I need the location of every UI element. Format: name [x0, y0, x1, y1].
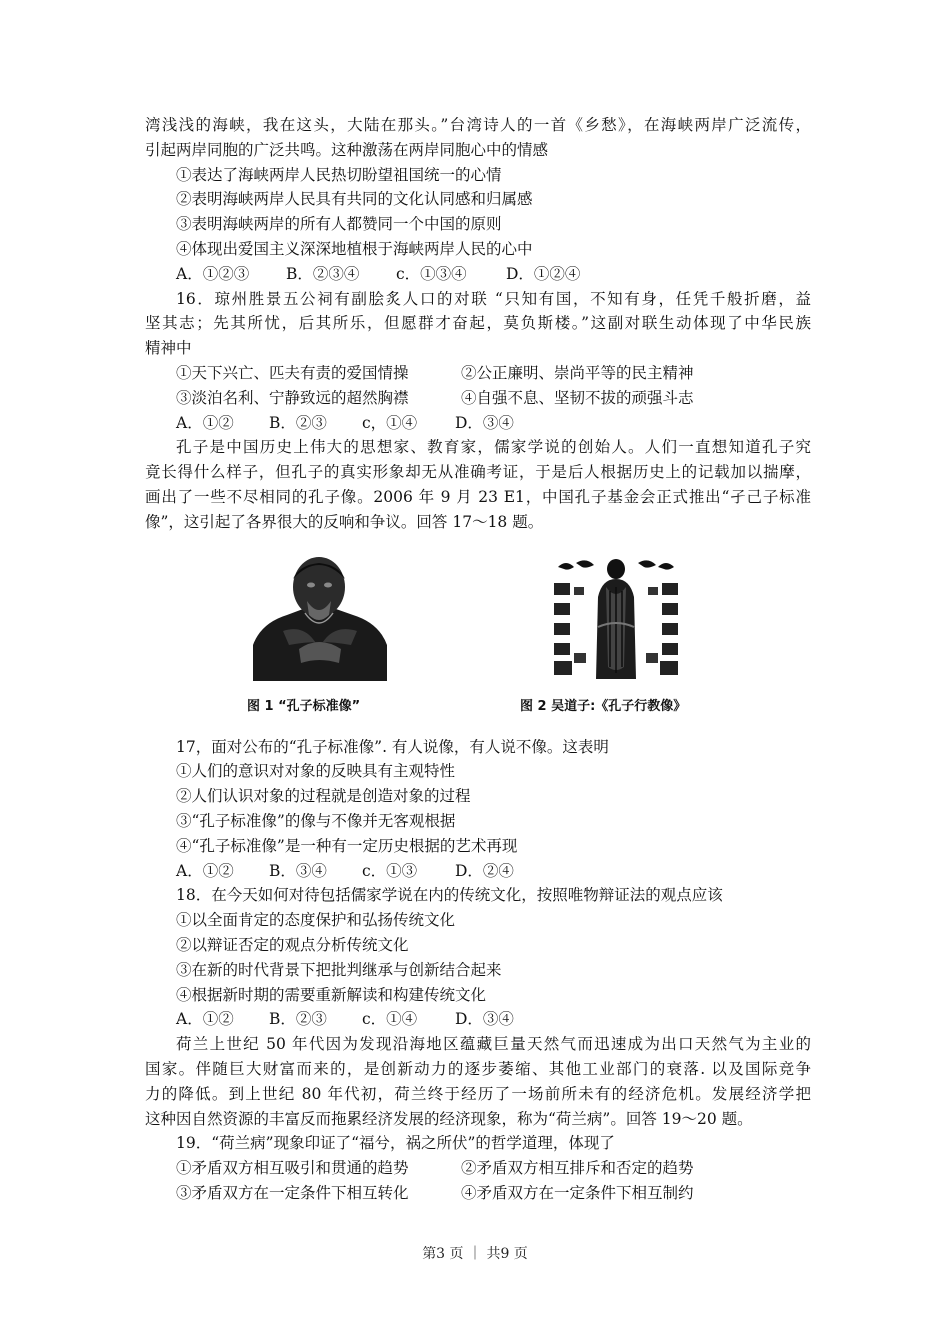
q17-options [145, 859, 811, 884]
q17-option-c: c．①③ [362, 861, 418, 880]
q15-stem-line: 引起两岸同胞的广泛共鸣。这种激荡在两岸同胞心中的情感 [145, 140, 549, 159]
q18-option-c: c．①④ [362, 1010, 418, 1029]
q18-stem: 18．在今天如何对待包括儒家学说在内的传统文化，按照唯物辩证法的观点应该 [176, 886, 723, 905]
fig1-caption: 图 1 “孔子标准像” [247, 698, 361, 714]
q16-stem-line: 坚其志；先其所忧，后其所乐，但愿群才奋起，莫负斯楼。”这副对联生动体现了中华民族 [145, 314, 811, 333]
q18-option-d: D．③④ [455, 1010, 514, 1029]
q19-stem: 19．“荷兰病”现象印证了“福兮，祸之所伏”的哲学道理，体现了 [176, 1134, 615, 1153]
q17-option-b: B．③④ [269, 861, 327, 880]
dutch-intro-line: 这种因自然资源的丰富反而拖累经济发展的经济现象，称为“荷兰病”。回答 19～20 题。 [145, 1109, 753, 1128]
q16-option-b: B．②③ [269, 413, 327, 432]
q17-option-d: D．②④ [455, 861, 514, 880]
dutch-intro-line: 荷兰上世纪 50 年代因为发现沿海地区蕴藏巨量天然气而迅速成为出口天然气为主业的 [176, 1035, 811, 1054]
q17-item: ④“孔子标准像”是一种有一定历史根据的艺术再现 [176, 836, 518, 855]
q16-option-c: c，①④ [362, 413, 418, 432]
q19-item: ③矛盾双方在一定条件下相互转化 [176, 1183, 409, 1202]
q15-option-d: D．①②④ [506, 264, 581, 283]
page-footer: 第3 页 ｜ 共9 页 [422, 1246, 528, 1262]
q16-items-row [145, 361, 811, 386]
wu-daozi-confucius-portrait [552, 557, 680, 679]
q19-items-row [145, 1156, 811, 1181]
q15-item: ③表明海峡两岸的所有人都赞同一个中国的原则 [176, 215, 502, 234]
confucius-intro-line: 竟长得什么样子，但孔子的真实形象却无从准确考证，于是后人根据历史上的记载加以揣摩， [145, 463, 811, 482]
q19-item: ④矛盾双方在一定条件下相互制约 [461, 1183, 694, 1202]
q15-option-a: A．①②③ [176, 264, 250, 283]
q16-option-d: D．③④ [455, 413, 514, 432]
q15-option-b: B．②③④ [286, 264, 360, 283]
q16-item: ①天下兴亡、匹夫有责的爱国情操 [176, 363, 409, 382]
q16-options [145, 411, 811, 436]
confucius-intro-line: 画出了一些不尽相同的孔子像。2006 年 9 月 23 E1，中国孔子基金会正式推出“孑己子标准 [145, 487, 811, 506]
q17-item: ③“孔子标准像”的像与不像并无客观根据 [176, 811, 456, 830]
q16-stem-line: 精神中 [145, 339, 192, 358]
figures-block [145, 535, 811, 735]
q18-item: ②以辩证否定的观点分析传统文化 [176, 935, 409, 954]
q18-option-a: A．①② [176, 1010, 234, 1029]
dutch-intro-line: 力的降低。到上世纪 80 年代初，荷兰终于经历了一场前所未有的经济危机。发展经济学把 [145, 1084, 811, 1103]
q19-items-row [145, 1181, 811, 1206]
dutch-intro-line: 国家。伴随巨大财富而来的，是创新动力的逐步萎缩、其他工业部门的衰落. 以及国际竞争 [145, 1059, 811, 1078]
q19-item: ①矛盾双方相互吸引和贯通的趋势 [176, 1159, 409, 1178]
q18-option-b: B．②③ [269, 1010, 327, 1029]
page-content [145, 113, 811, 1206]
fig2-caption: 图 2 吴道子:《孔子行教像》 [520, 698, 687, 714]
confucius-intro-line: 孔子是中国历史上伟大的思想家、教育家，儒家学说的创始人。人们一直想知道孔子究 [176, 438, 811, 457]
q15-item: ①表达了海峡两岸人民热切盼望祖国统一的心情 [176, 165, 502, 184]
confucius-standard-portrait [247, 553, 392, 681]
q16-item: ③淡泊名利、宁静致远的超然胸襟 [176, 388, 409, 407]
q17-stem: 17，面对公布的“孔子标准像”. 有人说像，有人说不像。这表明 [176, 737, 609, 756]
q17-item: ②人们认识对象的过程就是创造对象的过程 [176, 787, 471, 806]
q15-item: ④体现出爱国主义深深地植根于海峡两岸人民的心中 [176, 239, 533, 258]
q18-item: ①以全面肯定的态度保护和弘扬传统文化 [176, 911, 456, 930]
q18-item: ③在新的时代背景下把批判继承与创新结合起来 [176, 960, 502, 979]
q18-item: ④根据新时期的需要重新解读和构建传统文化 [176, 985, 487, 1004]
confucius-intro-line: 像”，这引起了各界很大的反响和争议。回答 17～18 题。 [145, 512, 544, 531]
q15-options [145, 262, 811, 287]
q19-item: ②矛盾双方相互排斥和否定的趋势 [461, 1159, 694, 1178]
q16-stem-line: 16．琼州胜景五公祠有副脍炙人口的对联 “只知有国，不知有身，任凭千般折磨，益 [176, 289, 811, 308]
q15-option-c: c．①③④ [396, 264, 467, 283]
q16-item: ②公正廉明、崇尚平等的民主精神 [461, 363, 694, 382]
q15-item: ②表明海峡两岸人民具有共同的文化认同感和归属感 [176, 190, 533, 209]
q16-items-row [145, 386, 811, 411]
q17-item: ①人们的意识对对象的反映具有主观特性 [176, 762, 456, 781]
q18-options [145, 1007, 811, 1032]
q16-option-a: A．①② [176, 413, 234, 432]
q15-stem-line: 湾浅浅的海峡，我在这头，大陆在那头。”台湾诗人的一首《乡愁》，在海峡两岸广泛流传， [145, 116, 811, 134]
q16-item: ④自强不息、坚韧不拔的顽强斗志 [461, 388, 694, 407]
q17-option-a: A．①② [176, 861, 234, 880]
